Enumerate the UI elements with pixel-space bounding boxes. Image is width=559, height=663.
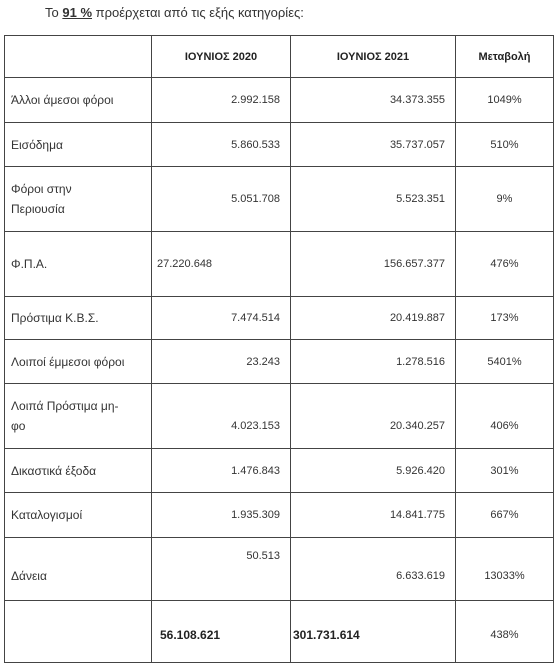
header-june-2020: ΙΟΥΝΙΟΣ 2020 [152, 36, 291, 78]
row-label: Λοιποί έμμεσοι φόροι [5, 340, 152, 384]
cell-change: 173% [456, 297, 554, 340]
cell-change: 9% [456, 167, 554, 232]
cell-2020: 5.051.708 [152, 167, 291, 232]
cell-2020: 50.513 [152, 538, 291, 601]
cell-change: 510% [456, 123, 554, 167]
cell-2021: 5.523.351 [291, 167, 456, 232]
table-row [5, 123, 554, 167]
cell-2020: 23.243 [152, 340, 291, 384]
row-label: Δικαστικά έξοδα [5, 449, 152, 493]
table-row [5, 297, 554, 340]
cell-2020: 27.220.648 [152, 232, 291, 297]
intro-percent: 91 % [62, 5, 93, 20]
table-row [5, 340, 554, 384]
row-label-line-1: Φόροι στην [11, 182, 72, 196]
cell-2020: 4.023.153 [152, 384, 291, 449]
row-label-line-1: Λοιπά Πρόστιμα μη- [11, 399, 119, 413]
table-row [5, 232, 554, 297]
table-row [5, 167, 554, 232]
cell-2021: 20.419.887 [291, 297, 456, 340]
row-label-line-2: φο [11, 419, 26, 433]
table-row [5, 449, 554, 493]
intro-prefix: Το [45, 5, 59, 20]
cell-2021: 6.633.619 [291, 538, 456, 601]
cell-change: 5401% [456, 340, 554, 384]
row-label: Πρόστιμα Κ.Β.Σ. [5, 297, 152, 340]
cell-2021: 14.841.775 [291, 493, 456, 538]
total-change: 438% [456, 601, 554, 663]
table-header-row [5, 36, 554, 78]
total-2021: 301.731.614 [291, 601, 456, 663]
cell-2020: 7.474.514 [152, 297, 291, 340]
cell-2020: 1.476.843 [152, 449, 291, 493]
row-label: Καταλογισμοί [5, 493, 152, 538]
cell-2021: 20.340.257 [291, 384, 456, 449]
table-row [5, 538, 554, 601]
row-label: Εισόδημα [5, 123, 152, 167]
row-label-line-2: Περιουσία [11, 202, 65, 216]
cell-change: 301% [456, 449, 554, 493]
cell-change: 1049% [456, 78, 554, 123]
tax-categories-table [4, 35, 554, 663]
header-change: Μεταβολή [456, 36, 554, 78]
header-category [5, 36, 152, 78]
intro-text [45, 5, 304, 20]
cell-2020: 5.860.533 [152, 123, 291, 167]
total-label [5, 601, 152, 663]
row-label [5, 167, 152, 232]
row-label [5, 384, 152, 449]
cell-2021: 156.657.377 [291, 232, 456, 297]
row-label: Άλλοι άμεσοι φόροι [5, 78, 152, 123]
intro-suffix: προέρχεται από τις εξής κατηγορίες: [95, 5, 304, 20]
table-row [5, 384, 554, 449]
cell-2021: 1.278.516 [291, 340, 456, 384]
row-label: Δάνεια [5, 538, 152, 601]
cell-change: 667% [456, 493, 554, 538]
cell-2021: 5.926.420 [291, 449, 456, 493]
cell-change: 406% [456, 384, 554, 449]
cell-2020: 2.992.158 [152, 78, 291, 123]
row-label: Φ.Π.Α. [5, 232, 152, 297]
total-2020: 56.108.621 [152, 601, 291, 663]
cell-2021: 34.373.355 [291, 78, 456, 123]
cell-change: 476% [456, 232, 554, 297]
cell-2020: 1.935.309 [152, 493, 291, 538]
cell-change: 13033% [456, 538, 554, 601]
table-row [5, 78, 554, 123]
table-total-row [5, 601, 554, 663]
table-row [5, 493, 554, 538]
header-june-2021: ΙΟΥΝΙΟΣ 2021 [291, 36, 456, 78]
cell-2021: 35.737.057 [291, 123, 456, 167]
